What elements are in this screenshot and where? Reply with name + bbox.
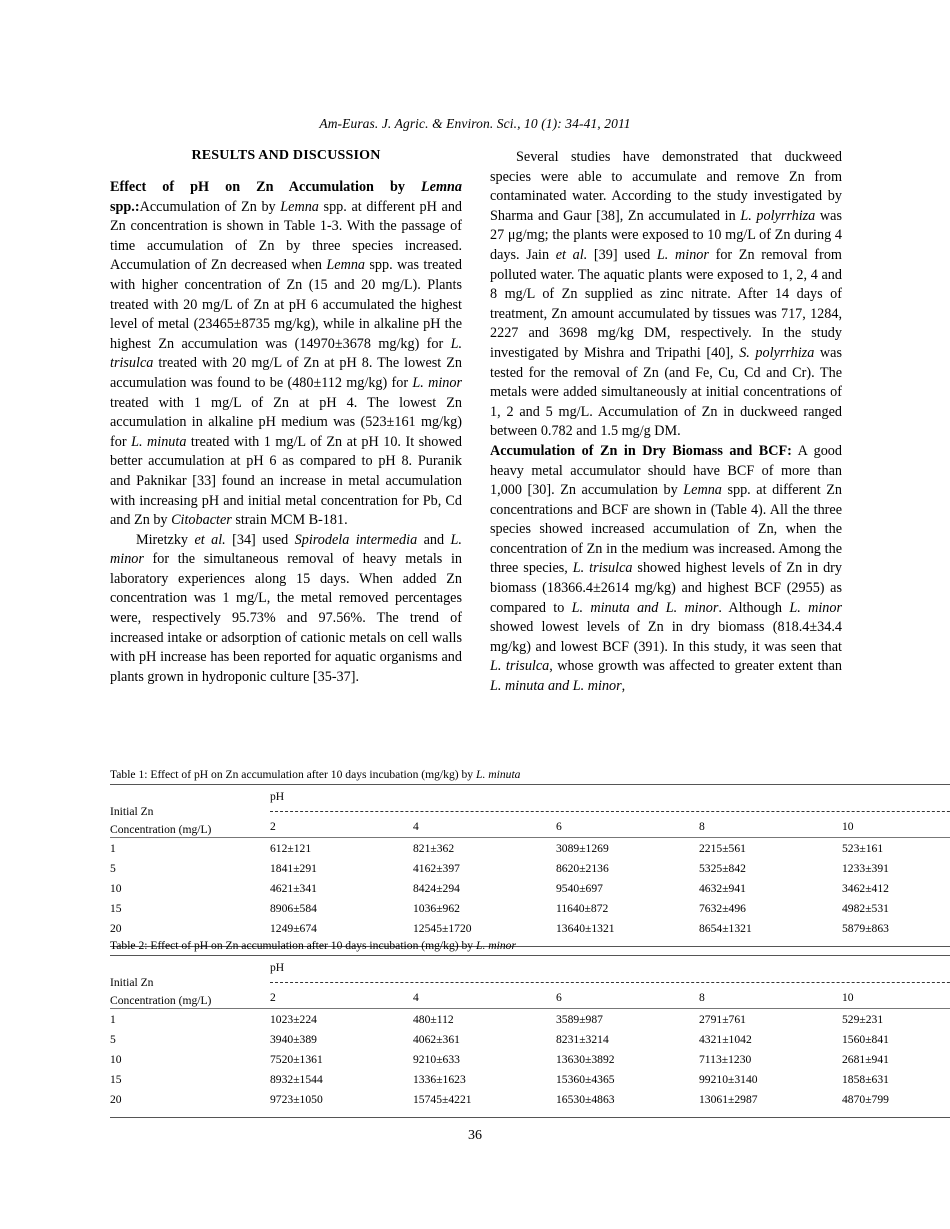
table-1-caption-text: Table 1: Effect of pH on Zn accumulation after 10 days incubation (mg/kg) by [110,768,477,781]
table-1-group-dashed-rule [270,804,950,819]
table-1-row-0-ph-4: 821±362 [413,841,455,855]
right-column [490,148,842,697]
table-1-group-header: pH [270,790,285,803]
table-2-group-dashed-rule [270,975,950,990]
table-row [110,878,950,898]
table-2-stub-line-1: Initial Zn [110,976,154,989]
table-1-row-1-label: 5 [110,861,116,875]
table-1-row-0-label: 1 [110,841,116,855]
table-2-row-2-ph-4: 9210±633 [413,1052,460,1066]
table-2-caption-species: L. minor [476,939,516,952]
table-2-group-header-row [110,956,950,975]
table-1 [110,784,950,947]
paragraph-body-accumulation-bcf: A good heavy metal accumulator should have BCF of more than 1,000 [30]. Zn accumulation by Lemna spp. at different Zn concentrations and BCF are shown in (Table 4). All the three species showed increased accumulation of Zn, when the concentration of Zn in the medium was increased. Among the three species, L. trisulca showed highest levels of Zn in dry biomass (18366.4±2614 mg/kg) and highest BCF (2955) as compared to L. minuta and L. minor. Although L. minor showed lowest levels of Zn in dry biomass (818.4±34.4 mg/kg) and lowest BCF (391). In this study, it was seen that L. trisulca, whose growth was affected to greater extent than L. minuta and L. minor, [490,442,842,695]
table-1-row-4-ph-4: 12545±1720 [413,922,472,936]
table-2-row-2-label: 10 [110,1052,122,1066]
table-2-col-header-ph-4: 4 [413,991,419,1004]
table-1-row-2-ph-2: 4621±341 [270,881,317,895]
table-1-col-header-ph-10: 10 [842,820,854,833]
table-1-stub-dash-row [110,804,950,819]
paragraph-effect-of-ph [110,178,462,531]
table-1-row-1-ph-6: 8620±2136 [556,861,609,875]
table-1-row-2-ph-4: 8424±294 [413,881,460,895]
table-2-row-0-ph-2: 1023±224 [270,1012,317,1026]
table-2-row-0-ph-10: 529±231 [842,1012,884,1026]
table-1-row-4-ph-8: 8654±1321 [699,922,752,936]
table-2-caption-text: Table 2: Effect of pH on Zn accumulation after 10 days incubation (mg/kg) by [110,939,477,952]
table-1-row-3-ph-4: 1036±962 [413,902,460,916]
table-1-row-2-ph-8: 4632±941 [699,881,746,895]
table-row [110,1070,950,1090]
table-2-row-2-ph-6: 13630±3892 [556,1052,615,1066]
table-row [110,1009,950,1029]
table-row [110,1090,950,1110]
table-1-caption-species: L. minuta [476,768,521,781]
table-1-row-3-ph-10: 4982±531 [842,902,889,916]
table-2-row-2-ph-10: 2681±941 [842,1052,889,1066]
table-2-row-1-ph-4: 4062±361 [413,1032,460,1046]
table-1-row-0-ph-6: 3089±1269 [556,841,609,855]
table-2-row-1-ph-2: 3940±389 [270,1032,317,1046]
table-2-row-4-ph-8: 13061±2987 [699,1093,758,1107]
table-2-row-2-ph-8: 7113±1230 [699,1052,752,1066]
table-row [110,899,950,919]
table-2-row-0-ph-6: 3589±987 [556,1012,603,1026]
table-1-row-1-ph-10: 1233±391 [842,861,889,875]
table-2-col-header-ph-8: 8 [699,991,705,1004]
table-1-col-header-ph-8: 8 [699,820,705,833]
table-1-row-3-ph-2: 8906±584 [270,902,317,916]
page-number: 36 [468,1128,482,1143]
section-title-results-and-discussion: RESULTS AND DISCUSSION [191,148,381,163]
table-2-bottom-rule [110,1117,950,1118]
table-1-row-1-ph-8: 5325±842 [699,861,746,875]
table-1-row-0-ph-2: 612±121 [270,841,312,855]
paragraph-heading-effect-of-ph: Effect of pH on Zn Accumulation by [110,179,422,195]
running-head: Am-Euras. J. Agric. & Environ. Sci., 10 (1): 34-41, 2011 [319,116,631,131]
table-2-row-3-label: 15 [110,1073,122,1087]
table-2-row-4-ph-6: 16530±4863 [556,1093,615,1107]
table-row [110,919,950,939]
table-1-row-3-ph-6: 11640±872 [556,902,609,916]
table-2-bottom-spacer [110,1110,950,1118]
table-1-stub-line-1: Initial Zn [110,805,154,818]
table-2-block [110,939,889,1118]
table-1-row-2-ph-10: 3462±412 [842,881,889,895]
table-2-group-header: pH [270,961,285,974]
table-1-group-header-row [110,785,950,804]
table-row [110,838,950,858]
table-2-stub-line-2: Concentration (mg/L) [110,994,212,1007]
table-2-row-3-ph-6: 15360±4365 [556,1073,615,1087]
table-1-col-header-ph-6: 6 [556,820,562,833]
left-column [110,148,462,697]
table-1-row-1-ph-4: 4162±397 [413,861,460,875]
paragraph-heading-genus-lemna: Lemna [421,179,462,195]
table-1-column-header-row [110,819,950,838]
table-1-row-1-ph-2: 1841±291 [270,861,317,875]
paragraph-heading-tail: spp.: [110,198,140,215]
table-2-row-3-ph-8: 99210±3140 [699,1073,758,1087]
table-1-caption [110,768,842,781]
table-2-stub-dash-row [110,975,950,990]
table-2-row-1-label: 5 [110,1032,116,1046]
table-2-row-4-ph-2: 9723±1050 [270,1093,323,1107]
table-1-stub-blank [110,785,270,804]
table-2-row-3-ph-2: 8932±1544 [270,1073,323,1087]
table-2-caption [110,939,842,952]
table-2-row-1-ph-6: 8231±3214 [556,1032,609,1046]
table-2-row-1-ph-8: 4321±1042 [699,1032,752,1046]
table-2-row-3-ph-4: 1336±1623 [413,1073,466,1087]
table-2-row-0-ph-4: 480±112 [413,1012,454,1026]
paragraph-accumulation-dry-biomass-bcf [490,442,842,697]
table-1-col-header-ph-4: 4 [413,820,419,833]
table-1-block [110,768,889,947]
table-2-row-3-ph-10: 1858±631 [842,1073,889,1087]
table-2-row-2-ph-2: 7520±1361 [270,1052,323,1066]
paragraph-body-effect-of-ph: Accumulation of Zn by Lemna spp. at different pH and Zn concentration is shown in Table 1-3. With the passage of time accumulation of Zn by three species increased. Accumulation of Zn decreased when Lemna spp. was treated with higher concentration of Zn (15 and 20 mg/L). Plants treated with 20 mg/L of Zn at pH 6 accumulated the highest level of metal (23465±8735 mg/kg), while in alkaline pH the highest Zn accumulation was (14970±3678 mg/kg) for L. trisulca treated with 20 mg/L of Zn at pH 8. The lowest Zn accumulation was found to be (480±112 mg/kg) for L. minor treated with 1 mg/L of Zn at pH 4. The lowest Zn accumulation in alkaline pH medium was (523±161 mg/kg) for L. minuta treated with 1 mg/L of Zn at pH 10. It showed better accumulation at pH 6 as compared to pH 8. Puranik and Paknikar [33] found an increase in metal accumulation with increasing pH and initial metal concentration for Pb, Cd and Zn by Citobacter strain MCM B-181. [110,198,463,529]
table-1-row-2-ph-6: 9540±697 [556,881,603,895]
table-2-col-header-ph-6: 6 [556,991,562,1004]
table-1-row-3-ph-8: 7632±496 [699,902,746,916]
table-row [110,1049,950,1069]
table-1-stub-line-2: Concentration (mg/L) [110,823,212,836]
table-2 [110,955,950,1118]
paragraph-miretzky: Miretzky et al. [34] used Spirodela intermedia and L. minor for the simultaneous removal of heavy metals in laboratory experiences along 15 days. When added Zn concentration was 1 mg/L, the metal removed percentages were, respectively 95.73% and 97.56%. The trend of increased intake or adsorption of cationic metals on cell walls with pH increase has been reported for aquatic organisms and plants grown in hydroponic culture [35-37]. [110,531,462,685]
table-2-row-4-label: 20 [110,1093,122,1107]
table-1-row-4-ph-2: 1249±674 [270,922,317,936]
table-1-row-4-ph-10: 5879±863 [842,922,889,936]
table-1-row-3-label: 15 [110,902,122,916]
two-column-body [110,148,842,697]
table-1-row-4-ph-6: 13640±1321 [556,922,615,936]
table-2-column-header-row [110,990,950,1009]
table-1-row-4-label: 20 [110,922,122,936]
table-2-row-0-label: 1 [110,1012,116,1026]
table-1-row-0-ph-8: 2215±561 [699,841,746,855]
table-2-stub-blank [110,956,270,975]
table-2-row-4-ph-4: 15745±4221 [413,1093,472,1107]
table-1-row-0-ph-10: 523±161 [842,841,884,855]
table-2-row-4-ph-10: 4870±799 [842,1093,889,1107]
table-row [110,858,950,878]
table-2-row-1-ph-10: 1560±841 [842,1032,889,1046]
paragraph-heading-accumulation-bcf: Accumulation of Zn in Dry Biomass and BCF: [490,442,792,459]
table-1-col-header-ph-2: 2 [270,820,276,833]
table-2-col-header-ph-2: 2 [270,991,276,1004]
table-2-col-header-ph-10: 10 [842,991,854,1004]
paragraph-duckweed-studies: Several studies have demonstrated that duckweed species were able to accumulate and remove Zn from contaminated water. According to the study investigated by Sharma and Gaur [38], Zn accumulated in L. polyrrhiza was 27 μg/mg; the plants were exposed to 10 mg/L of Zn during 4 days. Jain et al. [39] used L. minor for Zn removal from polluted water. The aquatic plants were exposed to 1, 2, 4 and 8 mg/L of Zn supplied as zinc nitrate. After 14 days of treatment, Zn amount accumulated by tissues was 717, 1284, 2227 and 3698 mg/kg DM, respectively. In the study investigated by Mishra and Tripathi [40], S. polyrrhiza was tested for the removal of Zn (and Fe, Cu, Cd and Cr). The metals were added simultaneously at initial concentrations of 1, 2 and 5 mg/L. Accumulation of Zn in duckweed ranged between 0.782 and 1.5 mg/g DM. [490,149,842,440]
table-2-row-0-ph-8: 2791±761 [699,1012,746,1026]
table-row [110,1029,950,1049]
table-1-row-2-label: 10 [110,881,122,895]
